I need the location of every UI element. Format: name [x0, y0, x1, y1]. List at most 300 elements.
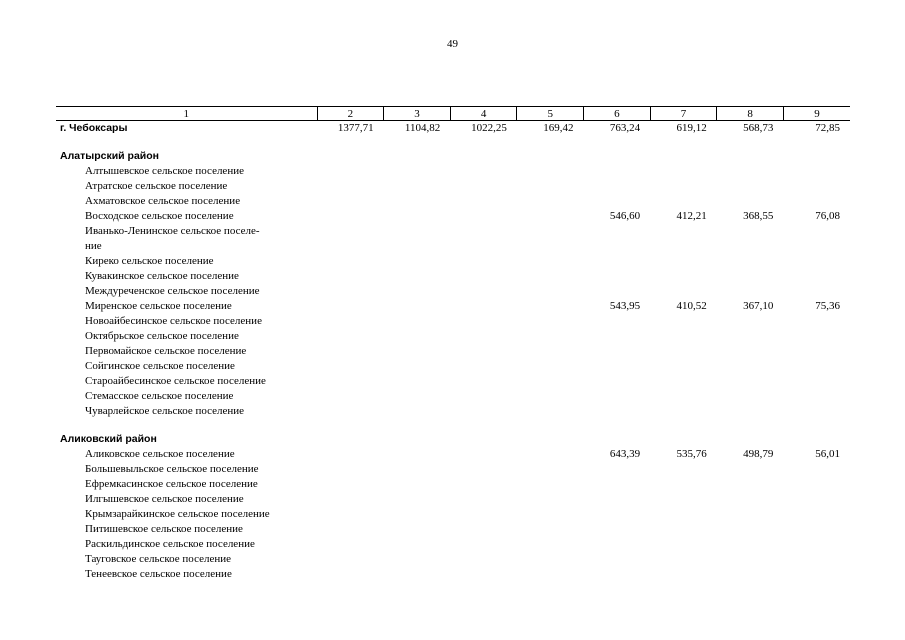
settlement-name: Тенеевское сельское поселение [85, 568, 232, 580]
value-cell [717, 359, 784, 374]
value-cell [384, 179, 451, 194]
value-cell: 169,42 [543, 122, 574, 134]
value-cell [584, 477, 651, 492]
settlement-name: Сойгинское сельское поселение [85, 360, 235, 372]
value-cell [450, 149, 517, 164]
value-cell [717, 239, 784, 254]
value-cell [517, 284, 584, 299]
settlement-name: Тауговское сельское поселение [85, 553, 231, 565]
value-cell [584, 462, 651, 477]
value-cell [384, 344, 451, 359]
column-header: 4 [450, 107, 517, 121]
value-cell [384, 462, 451, 477]
value-cell [450, 239, 517, 254]
value-cell [450, 537, 517, 552]
settlement-name: Питишевское сельское поселение [85, 523, 243, 535]
value-cell [450, 284, 517, 299]
value-cell [717, 269, 784, 284]
table-row [56, 329, 850, 344]
value-cell [317, 507, 384, 522]
value-cell [650, 477, 717, 492]
settlement-name: Чуварлейское сельское поселение [85, 405, 245, 417]
value-cell [384, 522, 451, 537]
value-cell [517, 179, 584, 194]
value-cell [650, 194, 717, 209]
value-cell [717, 284, 784, 299]
value-cell [384, 432, 451, 447]
value-cell [517, 507, 584, 522]
value-cell [317, 194, 384, 209]
value-cell: 76,08 [815, 210, 840, 222]
value-cell [517, 404, 584, 419]
section-title: Алатырский район [60, 150, 160, 162]
value-cell [517, 552, 584, 567]
value-cell [384, 284, 451, 299]
value-cell [783, 389, 850, 404]
value-cell [450, 389, 517, 404]
value-cell [717, 164, 784, 179]
value-cell [384, 447, 451, 462]
value-cell [384, 567, 451, 582]
value-cell [650, 462, 717, 477]
value-cell [450, 522, 517, 537]
value-cell: 498,79 [743, 448, 774, 460]
settlement-name: Староайбесинское сельское поселение [85, 375, 266, 387]
value-cell [650, 329, 717, 344]
value-cell [317, 329, 384, 344]
value-cell [517, 462, 584, 477]
value-cell: 1022,25 [471, 122, 507, 134]
value-cell [517, 299, 584, 314]
table-row [56, 209, 850, 224]
value-cell [517, 224, 584, 239]
value-cell: 546,60 [609, 210, 641, 222]
value-cell [517, 567, 584, 582]
table-row [56, 359, 850, 374]
value-cell: 568,73 [743, 122, 774, 134]
table-row [56, 314, 850, 329]
value-cell [384, 374, 451, 389]
spacer-row [56, 419, 850, 432]
value-cell [450, 492, 517, 507]
value-cell [783, 552, 850, 567]
value-cell [317, 477, 384, 492]
value-cell [384, 194, 451, 209]
table-row [56, 477, 850, 492]
value-cell [517, 477, 584, 492]
table-body [56, 121, 850, 583]
value-cell [584, 194, 651, 209]
settlement-name: Иванько-Ленинское сельское поселе- [85, 225, 260, 237]
value-cell [450, 164, 517, 179]
value-cell [450, 374, 517, 389]
value-cell [783, 462, 850, 477]
settlement-name: Октябрьское сельское поселение [85, 330, 239, 342]
value-cell [384, 149, 451, 164]
value-cell [517, 239, 584, 254]
settlement-name: Алтышевское сельское поселение [85, 165, 244, 177]
value-cell [517, 389, 584, 404]
value-cell [584, 389, 651, 404]
value-cell [650, 284, 717, 299]
value-cell [717, 224, 784, 239]
value-cell [584, 432, 651, 447]
value-cell [584, 537, 651, 552]
table-row [56, 567, 850, 582]
column-header: 5 [517, 107, 584, 121]
section-row [56, 121, 850, 137]
value-cell [384, 507, 451, 522]
table-row [56, 344, 850, 359]
value-cell [317, 492, 384, 507]
value-cell [783, 239, 850, 254]
value-cell [650, 492, 717, 507]
value-cell [650, 269, 717, 284]
value-cell [584, 567, 651, 582]
value-cell [783, 522, 850, 537]
value-cell [317, 389, 384, 404]
value-cell [317, 462, 384, 477]
value-cell [584, 404, 651, 419]
table-row [56, 552, 850, 567]
data-table [56, 106, 850, 582]
value-cell [517, 374, 584, 389]
table-row [56, 254, 850, 269]
value-cell [317, 269, 384, 284]
value-cell [584, 239, 651, 254]
table-row [56, 239, 850, 254]
value-cell [450, 432, 517, 447]
settlement-name: Первомайское сельское поселение [85, 345, 247, 357]
value-cell: 643,39 [609, 448, 641, 460]
value-cell [584, 224, 651, 239]
value-cell [517, 149, 584, 164]
table-row [56, 194, 850, 209]
value-cell [650, 522, 717, 537]
settlement-name: ние [85, 240, 102, 252]
value-cell [450, 314, 517, 329]
value-cell [783, 269, 850, 284]
value-cell [783, 374, 850, 389]
value-cell [717, 329, 784, 344]
value-cell [783, 194, 850, 209]
value-cell [317, 284, 384, 299]
value-cell: 619,12 [676, 122, 707, 134]
table-row [56, 374, 850, 389]
settlement-name: Большевыльское сельское поселение [85, 463, 259, 475]
column-header: 8 [717, 107, 784, 121]
value-cell [650, 314, 717, 329]
value-cell [517, 164, 584, 179]
value-cell [717, 432, 784, 447]
value-cell [717, 477, 784, 492]
value-cell [783, 567, 850, 582]
value-cell [650, 164, 717, 179]
table-row [56, 299, 850, 314]
value-cell [517, 432, 584, 447]
value-cell [584, 254, 651, 269]
value-cell [317, 254, 384, 269]
value-cell: 367,10 [743, 300, 774, 312]
value-cell [584, 179, 651, 194]
value-cell [317, 209, 384, 224]
value-cell [650, 149, 717, 164]
value-cell [384, 164, 451, 179]
value-cell [584, 344, 651, 359]
value-cell [450, 404, 517, 419]
value-cell [650, 432, 717, 447]
section-title: Аликовский район [60, 433, 157, 445]
value-cell [584, 314, 651, 329]
value-cell [517, 314, 584, 329]
table-row [56, 507, 850, 522]
settlement-name: Ефремкасинское сельское поселение [85, 478, 258, 490]
value-cell [783, 284, 850, 299]
value-cell [650, 254, 717, 269]
value-cell [650, 537, 717, 552]
value-cell [783, 164, 850, 179]
value-cell [650, 359, 717, 374]
spacer-cell [56, 136, 850, 149]
value-cell: 543,95 [609, 300, 641, 312]
value-cell [317, 359, 384, 374]
value-cell [384, 299, 451, 314]
value-cell [450, 269, 517, 284]
value-cell [783, 507, 850, 522]
section-row [56, 432, 850, 447]
value-cell [584, 164, 651, 179]
value-cell [450, 477, 517, 492]
value-cell [783, 149, 850, 164]
settlement-name: Стемасское сельское поселение [85, 390, 234, 402]
column-header: 2 [317, 107, 384, 121]
spacer-cell [56, 419, 850, 432]
value-cell [450, 299, 517, 314]
value-cell [717, 522, 784, 537]
value-cell [783, 432, 850, 447]
value-cell [384, 314, 451, 329]
value-cell [317, 179, 384, 194]
value-cell [717, 179, 784, 194]
value-cell [384, 254, 451, 269]
value-cell [450, 552, 517, 567]
value-cell: 72,85 [815, 122, 840, 134]
value-cell [717, 404, 784, 419]
settlement-name: Илгышевское сельское поселение [85, 493, 244, 505]
value-cell [517, 522, 584, 537]
value-cell [317, 299, 384, 314]
value-cell [650, 389, 717, 404]
value-cell [517, 359, 584, 374]
value-cell [317, 567, 384, 582]
value-cell [584, 284, 651, 299]
value-cell [783, 314, 850, 329]
column-header: 6 [584, 107, 651, 121]
column-header: 9 [783, 107, 850, 121]
value-cell [717, 194, 784, 209]
value-cell [384, 239, 451, 254]
value-cell [717, 537, 784, 552]
value-cell [317, 537, 384, 552]
settlement-name: Ахматовское сельское поселение [85, 195, 241, 207]
value-cell [650, 224, 717, 239]
value-cell [384, 224, 451, 239]
value-cell: 535,76 [676, 448, 707, 460]
value-cell [317, 447, 384, 462]
value-cell [384, 209, 451, 224]
value-cell [650, 179, 717, 194]
table-row [56, 522, 850, 537]
settlement-name: Миренское сельское поселение [85, 300, 232, 312]
value-cell [717, 462, 784, 477]
value-cell [717, 374, 784, 389]
table-row [56, 284, 850, 299]
value-cell [317, 149, 384, 164]
table-row [56, 224, 850, 239]
value-cell [717, 507, 784, 522]
settlement-name: Раскильдинское сельское поселение [85, 538, 255, 550]
value-cell [317, 344, 384, 359]
value-cell [650, 374, 717, 389]
value-cell [317, 224, 384, 239]
value-cell [317, 164, 384, 179]
value-cell [584, 374, 651, 389]
value-cell [783, 404, 850, 419]
value-cell [317, 522, 384, 537]
value-cell [584, 507, 651, 522]
value-cell [783, 359, 850, 374]
settlement-name: Крымзарайкинское сельское поселение [85, 508, 270, 520]
value-cell [517, 447, 584, 462]
value-cell [384, 359, 451, 374]
value-cell [384, 269, 451, 284]
value-cell [517, 329, 584, 344]
table-row [56, 537, 850, 552]
value-cell [584, 149, 651, 164]
value-cell: 763,24 [609, 122, 641, 134]
value-cell [717, 567, 784, 582]
value-cell [450, 344, 517, 359]
value-cell [584, 492, 651, 507]
value-cell [783, 179, 850, 194]
table-row [56, 404, 850, 419]
value-cell [584, 359, 651, 374]
value-cell [317, 404, 384, 419]
value-cell [317, 239, 384, 254]
value-cell [717, 149, 784, 164]
spacer-row [56, 136, 850, 149]
settlement-name: Киреко сельское поселение [85, 255, 214, 267]
value-cell [384, 552, 451, 567]
value-cell [317, 314, 384, 329]
table-row [56, 269, 850, 284]
settlement-name: Атратское сельское поселение [85, 180, 228, 192]
settlement-name: Восходское сельское поселение [85, 210, 234, 222]
value-cell [450, 209, 517, 224]
value-cell [517, 537, 584, 552]
table-row [56, 492, 850, 507]
header-row [56, 107, 850, 121]
value-cell [783, 344, 850, 359]
value-cell: 368,55 [743, 210, 774, 222]
value-cell [384, 537, 451, 552]
value-cell [450, 224, 517, 239]
table-row [56, 462, 850, 477]
value-cell [450, 179, 517, 194]
page-number: 49 [447, 38, 458, 50]
table-row [56, 179, 850, 194]
value-cell [650, 239, 717, 254]
value-cell [650, 567, 717, 582]
value-cell [783, 329, 850, 344]
value-cell [450, 462, 517, 477]
value-cell [783, 492, 850, 507]
value-cell: 56,01 [815, 448, 840, 460]
value-cell [450, 254, 517, 269]
value-cell [584, 329, 651, 344]
value-cell [517, 344, 584, 359]
value-cell [384, 492, 451, 507]
value-cell [450, 447, 517, 462]
value-cell: 412,21 [676, 210, 707, 222]
value-cell [450, 329, 517, 344]
settlement-name: Новоайбесинское сельское поселение [85, 315, 262, 327]
column-header: 3 [384, 107, 451, 121]
value-cell [584, 522, 651, 537]
value-cell [517, 194, 584, 209]
value-cell [384, 404, 451, 419]
value-cell: 410,52 [676, 300, 707, 312]
value-cell [717, 314, 784, 329]
value-cell [717, 552, 784, 567]
value-cell [384, 389, 451, 404]
value-cell [384, 329, 451, 344]
value-cell [783, 254, 850, 269]
settlement-name: Кувакинское сельское поселение [85, 270, 239, 282]
value-cell [450, 194, 517, 209]
value-cell [517, 492, 584, 507]
settlement-name: Аликовское сельское поселение [85, 448, 235, 460]
value-cell [717, 492, 784, 507]
value-cell [584, 552, 651, 567]
settlement-name: Междуреченское сельское поселение [85, 285, 260, 297]
section-row [56, 149, 850, 164]
value-cell [517, 254, 584, 269]
value-cell: 1377,71 [337, 122, 374, 134]
value-cell [517, 209, 584, 224]
value-cell [317, 552, 384, 567]
column-header: 1 [56, 107, 317, 121]
value-cell [450, 507, 517, 522]
value-cell [384, 477, 451, 492]
table-row [56, 389, 850, 404]
value-cell: 75,36 [815, 300, 840, 312]
value-cell [450, 567, 517, 582]
value-cell [450, 359, 517, 374]
value-cell [650, 507, 717, 522]
value-cell [317, 432, 384, 447]
column-header: 7 [650, 107, 717, 121]
value-cell [584, 269, 651, 284]
value-cell [783, 224, 850, 239]
value-cell [783, 477, 850, 492]
value-cell [717, 344, 784, 359]
table-row [56, 447, 850, 462]
value-cell [650, 552, 717, 567]
value-cell [650, 344, 717, 359]
value-cell: 1104,82 [404, 122, 441, 134]
section-title: г. Чебоксары [60, 122, 128, 134]
